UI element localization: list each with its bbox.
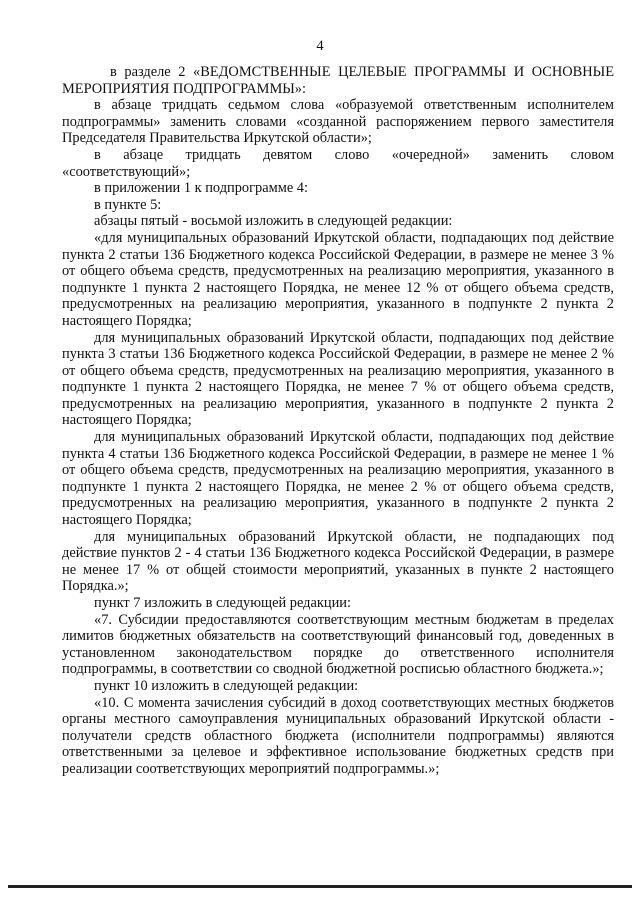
paragraph: в абзаце тридцать седьмом слова «образуемой ответственным исполнителем подпрограммы» заменить словами «созданной распоряжением первого заместителя Председателя Правительства Иркутской области»; — [62, 97, 614, 147]
paragraph: пункт 10 изложить в следующей редакции: — [94, 677, 359, 694]
paragraph: «10. С момента зачисления субсидий в доход соответствующих местных бюджетов органы местного самоуправления муниципальных образований Иркутской области - получатели средств областного бюджета (исполнители подпрограммы) являются ответственными за целевое и эффективное использование бюджетных средств при реализации соответствующих мероприятий подпрограммы.»; — [62, 694, 614, 777]
paragraph: для муниципальных образований Иркутской области, подпадающих под действие пункта 4 статьи 136 Бюджетного кодекса Российской Федерации, в размере не менее 1 % от общего объема средств, предусмотренных на реализацию мероприятия, указанного в подпункте 1 пункта 2 настоящего Порядка, не менее 2 % от общего объема средств, предусмотренных на реализацию мероприятия, указанного в подпункте 2 пункта 2 настоящего Порядка; — [62, 429, 614, 529]
paragraph: в абзаце тридцать девятом слово «очередной» заменить словом «соответствующий»; — [62, 146, 614, 180]
paragraph: «7. Субсидии предоставляются соответствующим местным бюджетам в пределах лимитов бюджетных обязательств на соответствующий финансовый год, доведенных в установленном законодательством порядке до ответственного исполнителя подпрограммы, в соответствии со сводной бюджетной росписью областного бюджета.»; — [62, 611, 614, 678]
section-heading: в разделе 2 «ВЕДОМСТВЕННЫЕ ЦЕЛЕВЫЕ ПРОГРАММЫ И ОСНОВНЫЕ МЕРОПРИЯТИЯ ПОДПРОГРАММЫ»: — [62, 64, 614, 97]
page-bottom-border — [8, 885, 632, 888]
page-number: 4 — [316, 38, 324, 54]
paragraph: в приложении 1 к подпрограмме 4: — [94, 180, 309, 197]
paragraph: для муниципальных образований Иркутской области, подпадающих под действие пункта 3 статьи 136 Бюджетного кодекса Российской Федерации, в размере не менее 2 % от общего объема средств, предусмотренных на реализацию мероприятия, указанного в подпункте 1 пункта 2 настоящего Порядка, не менее 7 % от общего объема средств, предусмотренных на реализацию мероприятия, указанного в подпункте 2 пункта 2 настоящего Порядка; — [62, 329, 614, 429]
paragraph: пункт 7 изложить в следующей редакции: — [94, 595, 351, 611]
document-body — [62, 64, 614, 778]
paragraph: «для муниципальных образований Иркутской области, подпадающих под действие пункта 2 статьи 136 Бюджетного кодекса Российской Федерации, в размере не менее 3 % от общего объема средств, предусмотренных на реализацию мероприятия, указанного в подпункте 1 пункта 2 настоящего Порядка, не менее 12 % от общего объема средств, предусмотренных на реализацию мероприятия, указанного в подпункте 2 пункта 2 настоящего Порядка; — [62, 229, 614, 329]
paragraph: абзацы пятый - восьмой изложить в следующей редакции: — [94, 213, 453, 230]
paragraph: для муниципальных образований Иркутской области, не подпадающих под действие пунктов 2 - 4 статьи 136 Бюджетного кодекса Российской Федерации, в размере не менее 17 % от общей стоимости мероприятий, указанных в пункте 2 настоящего Порядка.»; — [62, 528, 614, 595]
paragraph: в пункте 5: — [94, 196, 162, 213]
